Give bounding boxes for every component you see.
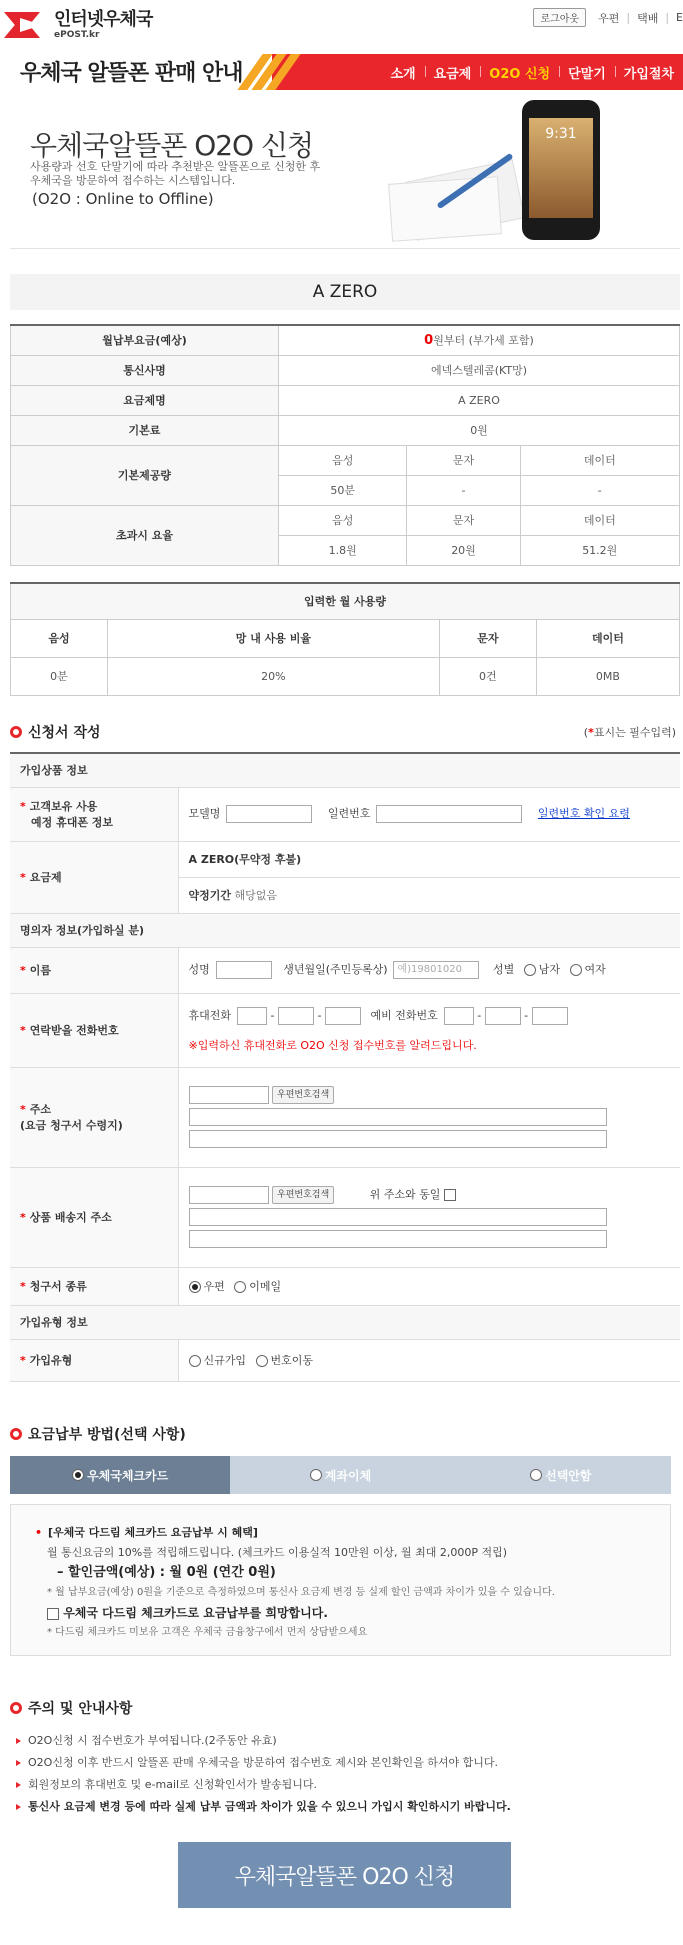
spec-col-sms: 문자	[407, 505, 520, 535]
required-note: (*표시는 필수입력)	[583, 726, 676, 739]
mobile-input-2[interactable]	[278, 1007, 314, 1025]
spec-label-monthly: 월납부요금(예상)	[11, 325, 279, 355]
usage-header-voice: 음성	[11, 619, 108, 657]
address-line1-input[interactable]	[189, 1108, 607, 1126]
banner-desc-line2: 우체국을 방문하여 접수하는 시스템입니다.	[30, 174, 236, 187]
nav-item-join-steps[interactable]: 가입절차	[615, 63, 683, 82]
label-name: * 이름	[10, 947, 178, 993]
application-form: 가입상품 정보 * 고객보유 사용 예정 휴대폰 정보 모델명 일련번호 일련번호 확인 요령 * 요금제 A ZERO(무약정 후불) 약정기간 해당없음 명의자 정보(가입하실 분) * 이름 성명 생년월일(주민등록상) 예)19801020 성별 남자 여자 * 연락받을 전화번호 휴대전화 - - 예비 전화번호 - - ※입력하신 휴대전화로 O2O 신청 접수번호를 알려드립니다. * 주소 (요금 청구서 수령지) 우편번호검색 * 상품 배송지 주소 우편번호검색 위 주소와 동일 * 청구서 종류 우편 이메일 가입유형 정보 * 가입유형 신규가입 번호이동	[10, 752, 680, 1382]
spec-overage-sms: 20원	[407, 535, 520, 565]
gender-male-label: 남자	[538, 963, 561, 976]
label-join-type: * 가입유형	[10, 1339, 178, 1381]
spec-col-sms: 문자	[407, 445, 520, 475]
spec-label-base: 기본료	[11, 415, 279, 445]
spec-col-voice: 음성	[279, 445, 407, 475]
address-zip-input[interactable]	[189, 1086, 269, 1104]
bill-post-label: 우편	[203, 1280, 225, 1293]
spec-col-voice: 음성	[279, 505, 407, 535]
spec-row-plan	[11, 385, 680, 415]
usage-table	[10, 582, 680, 696]
gender-female-label: 여자	[584, 963, 606, 976]
check-card-radio[interactable]	[72, 1469, 84, 1481]
mobile-input-3[interactable]	[325, 1007, 361, 1025]
nav-item-devices[interactable]: 단말기	[559, 63, 615, 82]
notice-section-title: 주의 및 안내사항	[10, 1698, 132, 1718]
group-product-info: 가입상품 정보	[10, 753, 680, 787]
ship-line2-input[interactable]	[189, 1230, 607, 1248]
notice-item: 회원정보의 휴대번호 및 e-mail로 신청확인서가 발송됩니다.	[14, 1774, 674, 1796]
banner-title: 우체국알뜰폰 O2O 신청	[30, 129, 314, 162]
nav-item-plans[interactable]: 요금제	[425, 63, 481, 82]
tab-bank-transfer[interactable]: 계좌이체	[230, 1456, 450, 1494]
section-bullet-icon	[10, 726, 22, 738]
apply-o2o-button[interactable]: 우체국알뜰폰 O2O 신청	[178, 1842, 511, 1908]
application-section-title: 신청서 작성	[10, 722, 101, 742]
usage-value-sms: 0건	[439, 657, 536, 695]
label-bill-type: * 청구서 종류	[10, 1267, 178, 1305]
spec-overage-data: 51.2원	[520, 535, 679, 565]
want-check-card-label: 우체국 다드림 체크카드로 요금납부를 희망합니다.	[63, 1606, 328, 1620]
mobile-input-1[interactable]	[237, 1007, 267, 1025]
name-field-label: 성명	[188, 963, 210, 976]
banner-desc-line1: 사용량과 선호 단말기에 따라 추천받은 알뜰폰으로 신청한 후	[30, 160, 321, 173]
ship-zip-input[interactable]	[189, 1186, 269, 1204]
spec-label-carrier: 통신사명	[11, 355, 279, 385]
product-name: A ZERO	[10, 274, 680, 310]
group-join-info: 가입유형 정보	[10, 1305, 680, 1339]
notice-list	[14, 1730, 674, 1818]
bank-transfer-radio[interactable]	[310, 1469, 322, 1481]
spec-provided-data: -	[520, 475, 679, 505]
group-owner-info: 명의자 정보(가입하실 분)	[10, 913, 680, 947]
spec-overage-voice: 1.8원	[279, 535, 407, 565]
page-title: 우체국 알뜰폰 판매 안내	[20, 61, 243, 86]
plan-spec-table	[10, 324, 680, 566]
banner-divider	[10, 248, 680, 249]
serial-label: 일련번호	[327, 807, 371, 820]
payment-section-title: 요금납부 방법(선택 사항)	[10, 1424, 186, 1444]
spec-value-plan: A ZERO	[279, 385, 680, 415]
notice-item: O2O신청 시 접수번호가 부여됩니다.(2주동안 유효)	[14, 1730, 674, 1752]
spare-phone-label: 예비 전화번호	[370, 1009, 438, 1022]
spec-row-base	[11, 415, 680, 445]
benefit-title: • [우체국 다드림 체크카드 요금납부 시 혜택]	[35, 1523, 646, 1543]
model-label: 모델명	[188, 807, 221, 820]
benefit-note: * 월 납부요금(예상) 0원을 기준으로 측정하였으며 통신사 요금제 변경 등 실제 할인 금액과 차이가 있을 수 있습니다.	[47, 1587, 555, 1598]
logout-button[interactable]: 로그아웃	[533, 8, 586, 27]
join-port-radio[interactable]	[256, 1355, 268, 1367]
discount-amount: – 할인금액(예상) : 월 0원 (연간 0원)	[57, 1565, 276, 1580]
usage-header-data: 데이터	[536, 619, 679, 657]
contract-row: 약정기간 해당없음	[188, 888, 278, 902]
label-phone-info: * 고객보유 사용 예정 휴대폰 정보	[10, 787, 178, 841]
usage-value-onnet: 20%	[107, 657, 439, 695]
label-address: * 주소 (요금 청구서 수령지)	[10, 1067, 178, 1167]
label-shipping: * 상품 배송지 주소	[10, 1167, 178, 1267]
serial-help-link[interactable]: 일련번호 확인 요령	[537, 807, 630, 820]
usage-value-data: 0MB	[536, 657, 679, 695]
banner-description	[30, 160, 350, 188]
spec-row-carrier	[11, 355, 680, 385]
brand-sub: ePOST.kr	[54, 29, 100, 40]
usage-header-onnet: 망 내 사용 비율	[107, 619, 439, 657]
epost-logo[interactable]	[4, 10, 152, 40]
payment-benefit-box	[10, 1504, 671, 1656]
label-contact: * 연락받을 전화번호	[10, 993, 178, 1067]
usage-header-sms: 문자	[439, 619, 536, 657]
smartphone-illustration	[522, 100, 600, 240]
spec-label-plan: 요금제명	[11, 385, 279, 415]
util-link-more[interactable]: E	[676, 11, 683, 24]
contact-note: ※입력하신 휴대전화로 O2O 신청 접수번호를 알려드립니다.	[188, 1039, 477, 1052]
no-selection-radio[interactable]	[530, 1469, 542, 1481]
address-line2-input[interactable]	[189, 1130, 607, 1148]
payment-method-tabs	[10, 1456, 671, 1494]
spare-input-3[interactable]	[532, 1007, 568, 1025]
want-check-card-checkbox[interactable]	[47, 1608, 59, 1620]
ship-line1-input[interactable]	[189, 1208, 607, 1226]
tab-no-selection[interactable]: 선택안함	[451, 1456, 671, 1494]
section-bullet-icon	[10, 1428, 22, 1440]
plan-value: A ZERO(무약정 후불)	[179, 842, 681, 878]
tab-check-card[interactable]: 우체국체크카드	[10, 1456, 230, 1494]
spec-value-carrier: 에넥스텔레콤(KT망)	[279, 355, 680, 385]
top-bar	[0, 0, 683, 50]
nav-item-o2o[interactable]: O2O 신청	[480, 63, 559, 82]
utility-links: 로그아웃 우편 | 택배 | E	[533, 8, 683, 27]
spec-col-data: 데이터	[520, 445, 679, 475]
check-card-note: * 다드림 체크카드 미보유 고객은 우체국 금융창구에서 먼저 상담받으세요	[47, 1627, 368, 1638]
notice-item: 통신사 요금제 변경 등에 따라 실제 납부 금액과 차이가 있을 수 있으니 가입시 확인하시기 바랍니다.	[14, 1796, 674, 1818]
spec-label-provided: 기본제공량	[11, 445, 279, 505]
usage-value-voice: 0분	[11, 657, 108, 695]
spare-input-2[interactable]	[485, 1007, 521, 1025]
banner-subtitle: (O2O : Online to Offline)	[32, 190, 214, 208]
spec-col-data: 데이터	[520, 505, 679, 535]
join-port-label: 번호이동	[270, 1354, 314, 1367]
nav-stripe-decoration	[242, 54, 302, 90]
documents-illustration	[390, 160, 530, 240]
bill-email-label: 이메일	[249, 1280, 282, 1293]
spec-label-overage: 초과시 요율	[11, 505, 279, 565]
nav-item-intro[interactable]: 소개	[390, 66, 416, 82]
bill-email-radio[interactable]	[234, 1281, 246, 1293]
phone-time: 9:31	[545, 126, 577, 142]
epost-logo-icon	[4, 10, 52, 40]
ship-zip-search-button[interactable]: 우편번호검색	[272, 1186, 334, 1204]
join-new-radio[interactable]	[189, 1355, 201, 1367]
page-header	[0, 50, 683, 94]
main-nav	[272, 54, 683, 90]
usage-title: 입력한 월 사용량	[11, 583, 680, 619]
benefit-line: 월 통신요금의 10%를 적립해드립니다. (체크카드 이용실적 10만원 이상, 월 최대 2,000P 적립)	[47, 1546, 508, 1559]
gender-female-radio[interactable]	[570, 964, 582, 976]
name-input[interactable]	[216, 961, 272, 979]
gender-male-radio[interactable]	[524, 964, 536, 976]
spare-input-1[interactable]	[444, 1007, 474, 1025]
util-link-parcel[interactable]: 택배	[637, 11, 659, 25]
spec-row-monthly	[11, 325, 680, 355]
label-plan: * 요금제	[10, 841, 178, 913]
same-address-checkbox[interactable]	[444, 1189, 456, 1201]
join-new-label: 신규가입	[203, 1354, 247, 1367]
util-link-post[interactable]: 우편	[598, 11, 620, 25]
o2o-banner	[10, 100, 680, 250]
notice-item: O2O신청 이후 반드시 알뜰폰 판매 우체국을 방문하여 접수번호 제시와 본인확인을 하셔야 합니다.	[14, 1752, 674, 1774]
section-bullet-icon	[10, 1702, 22, 1714]
birth-label: 생년월일(주민등록상)	[283, 963, 388, 976]
address-zip-search-button[interactable]: 우편번호검색	[272, 1086, 334, 1104]
serial-input[interactable]	[376, 805, 522, 823]
gender-label: 성별	[492, 963, 515, 976]
bill-post-radio[interactable]	[189, 1281, 201, 1293]
same-address-label: 위 주소와 동일	[369, 1188, 441, 1201]
spec-provided-sms: -	[407, 475, 520, 505]
brand-name: 인터넷우체국	[54, 8, 153, 30]
spec-value-base: 0원	[279, 415, 680, 445]
spec-value-monthly: 0원부터 (부가세 포함)	[279, 325, 680, 355]
model-input[interactable]	[226, 805, 312, 823]
birth-input[interactable]: 예)19801020	[393, 961, 479, 979]
mobile-label: 휴대전화	[188, 1009, 232, 1022]
spec-provided-voice: 50분	[279, 475, 407, 505]
